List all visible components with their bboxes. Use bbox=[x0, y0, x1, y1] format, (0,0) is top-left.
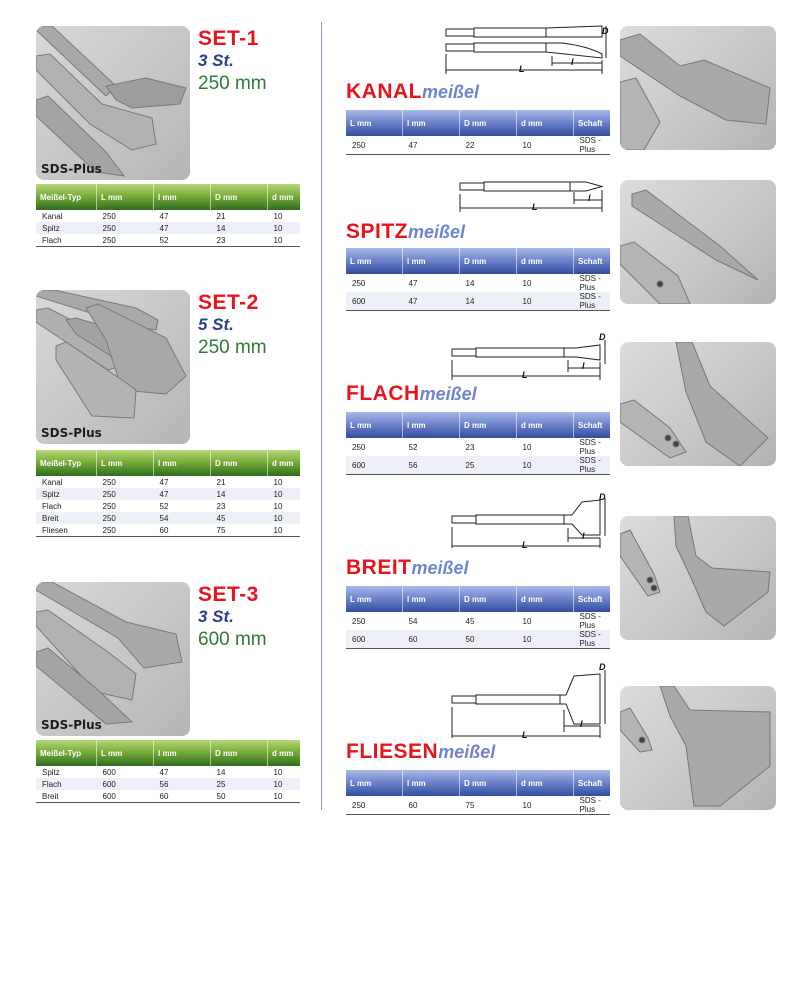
cell: 600 bbox=[97, 778, 154, 790]
flach-title bbox=[346, 382, 477, 406]
table-row bbox=[36, 476, 300, 488]
cell: 250 bbox=[352, 278, 366, 288]
sds-plus-label: SDS-Plus bbox=[41, 718, 102, 732]
cell: 14 bbox=[211, 222, 268, 234]
cell: 10 bbox=[517, 630, 574, 649]
cell: Spitz bbox=[36, 222, 97, 234]
cell: Flach bbox=[42, 501, 62, 511]
set-name: SET-1 bbox=[198, 27, 259, 50]
cell: 10 bbox=[517, 136, 574, 155]
col-header: Schaft bbox=[574, 110, 611, 136]
cell: 600 bbox=[97, 790, 154, 803]
chisel-name: FLIESEN bbox=[346, 740, 439, 763]
table-row bbox=[346, 136, 610, 155]
breit-table bbox=[346, 586, 610, 649]
column-divider bbox=[321, 22, 322, 810]
cell: 47 bbox=[403, 292, 460, 311]
cell: 54 bbox=[154, 512, 211, 524]
cell: 250 bbox=[102, 501, 116, 511]
cell: 10 bbox=[517, 456, 574, 475]
breit-drawing bbox=[442, 490, 612, 552]
dim-label-l: l bbox=[588, 193, 591, 203]
col-header: D mm bbox=[460, 248, 517, 274]
cell: 250 bbox=[97, 512, 154, 524]
cell: 10 bbox=[268, 512, 301, 524]
table-row bbox=[346, 438, 610, 456]
col-header: Meißel-Typ bbox=[36, 184, 97, 210]
cell: Kanal bbox=[42, 477, 63, 487]
cell: 600 bbox=[346, 292, 403, 311]
cell: 10 bbox=[273, 767, 283, 777]
dim-label-l: l bbox=[580, 719, 583, 729]
col-header: d mm bbox=[517, 248, 574, 274]
cell: 47 bbox=[159, 211, 169, 221]
cell: 21 bbox=[216, 211, 226, 221]
kanal-block bbox=[346, 24, 776, 154]
cell: 50 bbox=[460, 630, 517, 649]
col-header: Schaft bbox=[574, 586, 611, 612]
cell: Breit bbox=[36, 512, 97, 524]
col-header: L mm bbox=[97, 184, 154, 210]
cell: 250 bbox=[352, 616, 366, 626]
chisel-suffix: meißel bbox=[419, 384, 477, 404]
cell: 23 bbox=[211, 234, 268, 247]
table-row bbox=[36, 222, 300, 234]
flach-block bbox=[346, 332, 776, 474]
cell: 250 bbox=[97, 488, 154, 500]
cell: 14 bbox=[216, 767, 226, 777]
dim-label-l: l bbox=[582, 361, 585, 371]
spitz-title bbox=[346, 220, 465, 244]
dim-label-D: D bbox=[602, 26, 609, 36]
cell: 45 bbox=[211, 512, 268, 524]
cell: 600 bbox=[346, 456, 403, 475]
table-row bbox=[36, 524, 300, 537]
table-row bbox=[346, 630, 610, 649]
col-header: Meißel-Typ bbox=[36, 450, 97, 476]
cell: 600 bbox=[102, 767, 116, 777]
set-name: SET-3 bbox=[198, 583, 259, 606]
cell: 10 bbox=[268, 222, 301, 234]
col-header: l mm bbox=[403, 586, 460, 612]
dim-label-l: l bbox=[571, 57, 574, 67]
fliesen-table bbox=[346, 770, 610, 815]
cell: 50 bbox=[211, 790, 268, 803]
set-length: 250 mm bbox=[198, 337, 267, 358]
chisel-name: SPITZ bbox=[346, 220, 409, 243]
table-row bbox=[36, 488, 300, 500]
kanal-table bbox=[346, 110, 610, 155]
flach-table bbox=[346, 412, 610, 475]
cell: 47 bbox=[154, 222, 211, 234]
dim-label-L: L bbox=[522, 540, 528, 550]
cell: SDS - Plus bbox=[579, 438, 601, 456]
set-1-table bbox=[36, 184, 300, 247]
cell: 52 bbox=[154, 234, 211, 247]
cell: Spitz bbox=[36, 488, 97, 500]
chisel-suffix: meißel bbox=[411, 558, 469, 578]
set-3-title bbox=[198, 584, 267, 652]
col-header: d mm bbox=[517, 770, 574, 796]
col-header: d mm bbox=[517, 110, 574, 136]
set-3-table bbox=[36, 740, 300, 803]
chisel-name: BREIT bbox=[346, 556, 412, 579]
kanal-photo bbox=[620, 26, 776, 150]
kanal-title bbox=[346, 80, 479, 104]
cell: Flach bbox=[36, 778, 97, 790]
col-header: Schaft bbox=[574, 412, 611, 438]
set-1-title bbox=[198, 28, 267, 96]
spitz-table bbox=[346, 248, 610, 311]
set-name: SET-2 bbox=[198, 291, 259, 314]
dim-label-D: D bbox=[599, 662, 606, 672]
dim-label-L: L bbox=[519, 64, 525, 74]
cell: 47 bbox=[408, 278, 418, 288]
chisel-name: KANAL bbox=[346, 80, 422, 103]
cell: 52 bbox=[408, 442, 418, 452]
dim-label-L: L bbox=[532, 202, 538, 212]
dim-label-L: L bbox=[522, 370, 528, 380]
cell: 10 bbox=[522, 442, 532, 452]
cell: SDS - Plus bbox=[574, 796, 611, 815]
col-header: d mm bbox=[268, 450, 301, 476]
cell: SDS - Plus bbox=[574, 456, 611, 475]
cell: Kanal bbox=[42, 211, 63, 221]
cell: 47 bbox=[154, 488, 211, 500]
cell: 47 bbox=[403, 136, 460, 155]
set-length: 250 mm bbox=[198, 73, 267, 94]
set-length: 600 mm bbox=[198, 629, 267, 650]
dim-label-D: D bbox=[599, 492, 606, 502]
cell: 21 bbox=[216, 477, 226, 487]
cell: 60 bbox=[403, 796, 460, 815]
table-row bbox=[36, 234, 300, 247]
dim-label-D: D bbox=[599, 332, 606, 342]
col-header: L mm bbox=[97, 740, 154, 766]
col-header: l mm bbox=[403, 412, 460, 438]
chisel-suffix: meißel bbox=[438, 742, 496, 762]
cell: 52 bbox=[159, 501, 169, 511]
chisel-suffix: meißel bbox=[408, 222, 466, 242]
col-header: D mm bbox=[211, 450, 268, 476]
table-row bbox=[346, 612, 610, 630]
cell: 10 bbox=[517, 796, 574, 815]
cell: 10 bbox=[268, 488, 301, 500]
dim-label-l: l bbox=[582, 531, 585, 541]
breit-photo bbox=[620, 516, 776, 640]
col-header: D mm bbox=[460, 412, 517, 438]
col-header: d mm bbox=[517, 586, 574, 612]
cell: 25 bbox=[211, 778, 268, 790]
cell: 10 bbox=[273, 501, 283, 511]
chisel-suffix: meißel bbox=[422, 82, 480, 102]
spitz-block bbox=[346, 180, 776, 310]
cell: 10 bbox=[273, 477, 283, 487]
set-count: 3 St. bbox=[198, 51, 234, 70]
col-header: L mm bbox=[97, 450, 154, 476]
breit-block bbox=[346, 490, 776, 648]
table-row bbox=[346, 796, 610, 815]
col-header: L mm bbox=[346, 248, 403, 274]
cell: SDS - Plus bbox=[574, 630, 611, 649]
cell: 250 bbox=[97, 222, 154, 234]
col-header: L mm bbox=[346, 770, 403, 796]
col-header: D mm bbox=[211, 740, 268, 766]
cell: Fliesen bbox=[36, 524, 97, 537]
fliesen-block bbox=[346, 658, 776, 812]
table-row bbox=[346, 274, 610, 292]
cell: 47 bbox=[159, 477, 169, 487]
col-header: Meißel-Typ bbox=[36, 740, 97, 766]
col-header: l mm bbox=[403, 110, 460, 136]
cell: 10 bbox=[268, 778, 301, 790]
col-header: d mm bbox=[517, 412, 574, 438]
cell: 10 bbox=[517, 292, 574, 311]
col-header: d mm bbox=[268, 184, 301, 210]
cell: 14 bbox=[460, 292, 517, 311]
cell: 60 bbox=[154, 524, 211, 537]
col-header: D mm bbox=[460, 110, 517, 136]
set-2-title bbox=[198, 292, 267, 360]
cell: 47 bbox=[159, 767, 169, 777]
breit-title bbox=[346, 556, 469, 580]
cell: 10 bbox=[268, 790, 301, 803]
cell: 22 bbox=[460, 136, 517, 155]
cell: 250 bbox=[102, 477, 116, 487]
set-3-photo bbox=[36, 582, 190, 736]
col-header: l mm bbox=[403, 770, 460, 796]
cell: 10 bbox=[522, 616, 532, 626]
col-header: Schaft bbox=[574, 770, 611, 796]
cell: 250 bbox=[97, 524, 154, 537]
col-header: l mm bbox=[154, 740, 211, 766]
table-row bbox=[36, 790, 300, 803]
cell: 60 bbox=[403, 630, 460, 649]
cell: 56 bbox=[403, 456, 460, 475]
col-header: D mm bbox=[460, 770, 517, 796]
cell: 10 bbox=[268, 524, 301, 537]
dim-label-L: L bbox=[522, 730, 528, 740]
cell: 75 bbox=[211, 524, 268, 537]
set-count: 5 St. bbox=[198, 315, 234, 334]
chisel-name: FLACH bbox=[346, 382, 420, 405]
cell: Breit bbox=[36, 790, 97, 803]
cell: 23 bbox=[465, 442, 475, 452]
cell: 14 bbox=[465, 278, 475, 288]
cell: 60 bbox=[154, 790, 211, 803]
cell: 14 bbox=[211, 488, 268, 500]
col-header: Schaft bbox=[574, 248, 611, 274]
table-row bbox=[36, 512, 300, 524]
cell: Spitz bbox=[42, 767, 60, 777]
cell: 10 bbox=[268, 234, 301, 247]
fliesen-drawing bbox=[442, 660, 612, 740]
cell: Flach bbox=[36, 234, 97, 247]
cell: 250 bbox=[102, 211, 116, 221]
kanal-drawing bbox=[442, 24, 612, 86]
set-2-photo bbox=[36, 290, 190, 444]
table-row bbox=[36, 778, 300, 790]
table-row bbox=[36, 500, 300, 512]
cell: 56 bbox=[154, 778, 211, 790]
table-row bbox=[346, 292, 610, 311]
set-1-photo bbox=[36, 26, 190, 180]
cell: SDS - Plus bbox=[579, 274, 601, 292]
table-row bbox=[36, 766, 300, 778]
set-2-table bbox=[36, 450, 300, 537]
cell: SDS - Plus bbox=[579, 612, 601, 630]
cell: 250 bbox=[346, 796, 403, 815]
fliesen-photo bbox=[620, 686, 776, 810]
cell: 250 bbox=[352, 442, 366, 452]
col-header: d mm bbox=[268, 740, 301, 766]
table-row bbox=[346, 456, 610, 475]
set-count: 3 St. bbox=[198, 607, 234, 626]
col-header: l mm bbox=[154, 184, 211, 210]
cell: 54 bbox=[408, 616, 418, 626]
cell: 75 bbox=[460, 796, 517, 815]
col-header: D mm bbox=[460, 586, 517, 612]
col-header: L mm bbox=[346, 586, 403, 612]
table-row bbox=[36, 210, 300, 222]
cell: SDS - Plus bbox=[574, 136, 611, 155]
cell: 25 bbox=[460, 456, 517, 475]
cell: 10 bbox=[522, 278, 532, 288]
cell: 250 bbox=[346, 136, 403, 155]
fliesen-title bbox=[346, 740, 495, 764]
cell: 45 bbox=[465, 616, 475, 626]
col-header: L mm bbox=[346, 412, 403, 438]
cell: 250 bbox=[97, 234, 154, 247]
col-header: L mm bbox=[346, 110, 403, 136]
spitz-photo bbox=[620, 180, 776, 304]
flach-photo bbox=[620, 342, 776, 466]
col-header: D mm bbox=[211, 184, 268, 210]
col-header: l mm bbox=[403, 248, 460, 274]
cell: 600 bbox=[346, 630, 403, 649]
spitz-drawing bbox=[442, 180, 612, 242]
cell: SDS - Plus bbox=[574, 292, 611, 311]
cell: 23 bbox=[216, 501, 226, 511]
cell: 10 bbox=[273, 211, 283, 221]
col-header: l mm bbox=[154, 450, 211, 476]
sds-plus-label: SDS-Plus bbox=[41, 162, 102, 176]
sds-plus-label: SDS-Plus bbox=[41, 426, 102, 440]
